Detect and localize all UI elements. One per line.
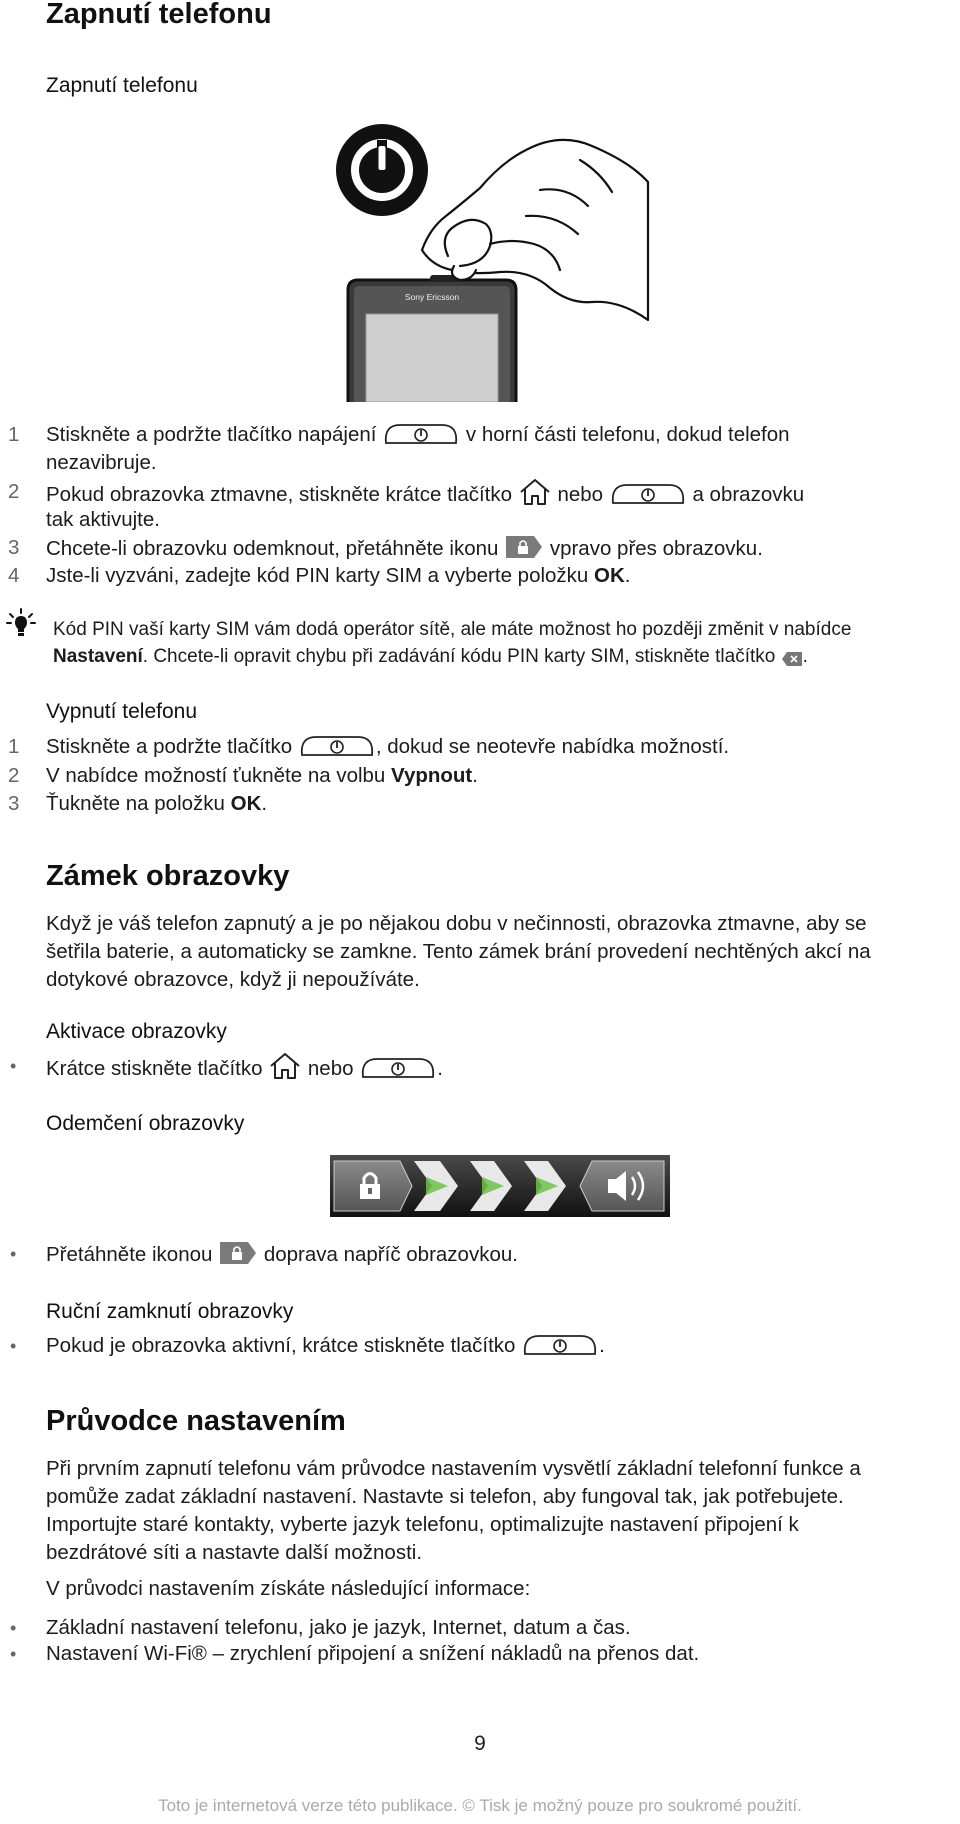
home-key-icon — [518, 478, 552, 506]
punctuation: . — [624, 564, 631, 587]
turn-off-label: Vypnout — [391, 764, 473, 787]
subheading-power-off: Vypnutí telefonu — [46, 700, 197, 723]
power-symbol-icon — [336, 124, 428, 216]
unlock-item-text — [46, 1240, 518, 1269]
paragraph-line: Při prvním zapnutí telefonu vám průvodce nastavením vysvětlí základní telefonní funkce a — [46, 1457, 861, 1480]
off-step-1-text — [46, 733, 729, 761]
slide-arrows — [414, 1161, 566, 1211]
step-2-text — [46, 478, 804, 509]
ok-label: OK — [230, 792, 262, 815]
step-number: 2 — [8, 480, 20, 503]
subheading-unlock-screen: Odemčení obrazovky — [46, 1112, 245, 1135]
section-heading-screen-lock: Zámek obrazovky — [46, 860, 290, 892]
tip-text-line1: Kód PIN vaší karty SIM vám dodá operátor sítě, ale máte možnost ho později změnit v nabídce — [53, 619, 852, 640]
step-number: 1 — [8, 423, 20, 446]
paragraph-line: bezdrátové síti a nastavte další možnosti. — [46, 1541, 423, 1564]
step-text: Stiskněte a podržte tlačítko — [46, 735, 293, 758]
sound-icon — [580, 1161, 664, 1211]
step-text: v horní části telefonu, dokud telefon — [465, 423, 790, 446]
bullet-dot: • — [10, 1056, 17, 1076]
punctuation: . — [802, 646, 808, 667]
paragraph-line: Importujte staré kontakty, vyberte jazyk telefonu, optimalizujte nastavení připojení k — [46, 1513, 799, 1536]
punctuation: . — [261, 792, 268, 815]
ok-label: OK — [594, 564, 625, 587]
step-3-text — [46, 534, 763, 563]
step-text: nezavibruje. — [46, 451, 157, 474]
setup-intro-text: V průvodci nastavením získáte následující informace: — [46, 1577, 531, 1600]
item-text: Krátce stiskněte tlačítko — [46, 1057, 263, 1080]
punctuation: . — [599, 1334, 605, 1357]
item-text: Pokud je obrazovka aktivní, krátce stiskněte tlačítko — [46, 1334, 516, 1357]
activate-item-text — [46, 1052, 443, 1083]
manual-item-text — [46, 1332, 605, 1360]
tip-text: . Chcete-li opravit chybu při zadávání kódu PIN karty SIM, stiskněte tlačítko — [142, 646, 776, 667]
power-key-icon — [382, 422, 460, 446]
paragraph-line: Když je váš telefon zapnutý a je po nějakou dobu v nečinnosti, obrazovka ztmavne, aby se — [46, 912, 867, 935]
item-text: Přetáhněte ikonou — [46, 1243, 213, 1266]
punctuation: . — [437, 1057, 443, 1080]
lock-slider-icon — [218, 1240, 258, 1266]
subheading-manual-lock: Ruční zamknutí obrazovky — [46, 1300, 294, 1323]
step-text: a obrazovku — [692, 483, 805, 506]
step-text: Stiskněte a podržte tlačítko napájení — [46, 423, 377, 446]
home-key-icon — [268, 1052, 302, 1080]
step-number: 3 — [8, 792, 20, 815]
step-number: 1 — [8, 735, 20, 758]
step-4-text — [46, 562, 631, 590]
step-text: Ťukněte na položku — [46, 792, 225, 815]
step-1-text — [46, 421, 790, 449]
subheading-activate-screen: Aktivace obrazovky — [46, 1020, 227, 1043]
item-text: nebo — [307, 1057, 354, 1080]
step-number: 3 — [8, 536, 20, 559]
setup-bullet-text: Nastavení Wi-Fi® – zrychlení připojení a snížení nákladů na přenos dat. — [46, 1642, 700, 1665]
lock-tab — [334, 1161, 412, 1211]
power-key-icon — [359, 1056, 437, 1080]
paragraph-line: dotykové obrazovce, když ji nepoužíváte. — [46, 968, 420, 991]
footer-notice: Toto je internetová verze této publikace. © Tisk je možný pouze pro soukromé použití. — [158, 1796, 802, 1815]
punctuation: . — [472, 764, 478, 787]
step-text: tak aktivujte. — [46, 508, 160, 531]
off-step-3-text — [46, 790, 267, 818]
lock-slider-icon — [504, 534, 544, 560]
page-title: Zapnutí telefonu — [46, 0, 272, 30]
off-step-2-text — [46, 762, 478, 790]
power-key-icon — [609, 482, 687, 506]
step-text: Chcete-li obrazovku odemknout, přetáhněte ikonu — [46, 537, 499, 560]
bullet-dot: • — [10, 1618, 17, 1638]
paragraph-line: šetřila baterie, a automaticky se zamkne. Tento zámek brání provedení nechtěných akcí na — [46, 940, 871, 963]
power-on-illustration — [330, 120, 680, 402]
page-number: 9 — [474, 1732, 486, 1755]
section-heading-setup-wizard: Průvodce nastavením — [46, 1405, 346, 1437]
step-number: 4 — [8, 564, 20, 587]
power-key-icon — [521, 1333, 599, 1357]
paragraph-line: pomůže zadat základní nastavení. Nastavte si telefon, aby fungoval tak, jak potřebujete. — [46, 1485, 844, 1508]
phone-brand-label: Sony Ericsson — [404, 292, 460, 302]
setup-bullet-text: Základní nastavení telefonu, jako je jazyk, Internet, datum a čas. — [46, 1616, 631, 1639]
bullet-dot: • — [10, 1336, 17, 1356]
unlock-slider-illustration — [330, 1155, 670, 1217]
settings-label: Nastavení — [53, 646, 143, 667]
step-text: , dokud se neotevře nabídka možností. — [375, 735, 730, 758]
bullet-dot: • — [10, 1644, 17, 1664]
step-text: Jste-li vyzváni, zadejte kód PIN karty SIM a vyberte položku — [46, 564, 589, 587]
step-number: 2 — [8, 764, 20, 787]
tip-text-line2 — [53, 643, 808, 670]
bullet-dot: • — [10, 1244, 17, 1264]
power-key-icon — [298, 734, 376, 758]
step-text: vpravo přes obrazovku. — [549, 537, 763, 560]
item-text: doprava napříč obrazovkou. — [263, 1243, 518, 1266]
lightbulb-icon — [6, 608, 36, 638]
step-text: Pokud obrazovka ztmavne, stiskněte krátce tlačítko — [46, 483, 513, 506]
backspace-key-icon — [781, 651, 803, 667]
step-text: V nabídce možností ťukněte na volbu — [46, 764, 386, 787]
step-text: nebo — [557, 483, 604, 506]
subheading-power-on: Zapnutí telefonu — [46, 74, 198, 97]
